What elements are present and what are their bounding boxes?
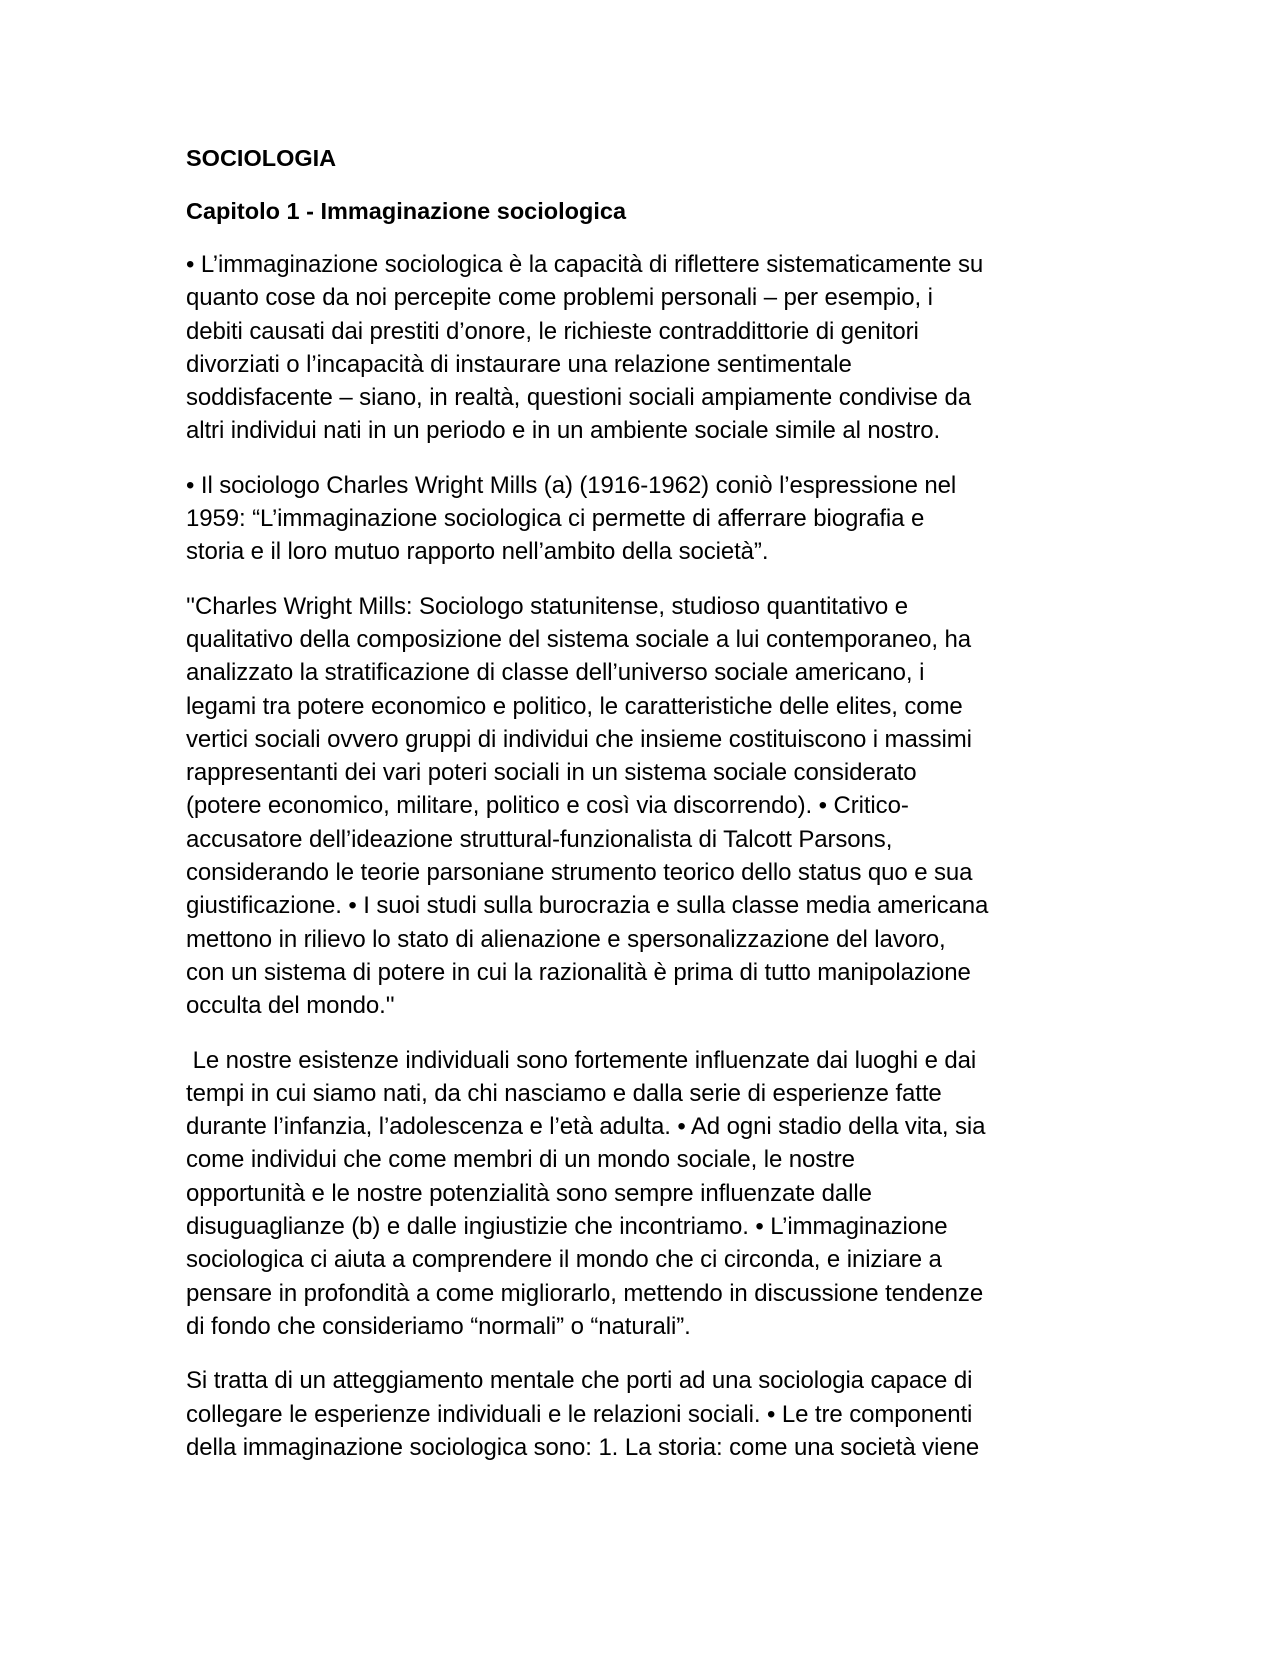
- paragraph-line: mettono in rilievo lo stato di alienazione e spersonalizzazione del lavoro,: [186, 925, 946, 953]
- paragraph-line: divorziati o l’incapacità di instaurare una relazione sentimentale: [186, 350, 852, 378]
- document-title: SOCIOLOGIA: [186, 145, 337, 171]
- paragraph-line: • L’immaginazione sociologica è la capacità di riflettere sistematicamente su: [186, 251, 984, 278]
- chapter-title: Capitolo 1 - Immaginazione sociologica: [186, 198, 627, 224]
- paragraph-line: quanto cose da noi percepite come problemi personali – per esempio, i: [186, 284, 933, 312]
- paragraph-line: Si tratta di un atteggiamento mentale che porti ad una sociologia capace di: [186, 1367, 973, 1395]
- paragraph-line: vertici sociali ovvero gruppi di individui che insieme costituiscono i massimi: [186, 725, 972, 753]
- paragraph: [186, 1364, 1106, 1464]
- paragraph-line: (potere economico, militare, politico e così via discorrendo). • Critico-: [186, 792, 909, 820]
- paragraph-line: • Il sociologo Charles Wright Mills (a) (1916-1962) coniò l’espressione nel: [186, 471, 957, 499]
- paragraph: [186, 590, 1106, 1023]
- paragraph-line: opportunità e le nostre potenzialità sono sempre influenzate dalle: [186, 1179, 872, 1207]
- paragraph: [186, 469, 1106, 569]
- document-page: [186, 142, 1106, 1485]
- paragraph-line: soddisfacente – siano, in realtà, questioni sociali ampiamente condivise da: [186, 384, 971, 412]
- paragraph-line: altri individui nati in un periodo e in un ambiente sociale simile al nostro.: [186, 417, 941, 445]
- paragraph: [186, 1044, 1106, 1344]
- paragraph-line: legami tra potere economico e politico, le caratteristiche delle elites, come: [186, 692, 963, 720]
- paragraph-line: giustificazione. • I suoi studi sulla burocrazia e sulla classe media americana: [186, 892, 989, 920]
- paragraph-line: tempi in cui siamo nati, da chi nasciamo e dalla serie di esperienze fatte: [186, 1079, 942, 1107]
- paragraph-line: analizzato la stratificazione di classe dell’universo sociale americano, i: [186, 659, 925, 687]
- paragraph-line: Le nostre esistenze individuali sono fortemente influenzate dai luoghi e dai: [186, 1046, 977, 1074]
- paragraph-line: debiti causati dai prestiti d’onore, le richieste contraddittorie di genitori: [186, 317, 919, 345]
- paragraph-line: durante l’infanzia, l’adolescenza e l’età adulta. • Ad ogni stadio della vita, sia: [186, 1113, 986, 1141]
- paragraph-line: considerando le teorie parsoniane strumento teorico dello status quo e sua: [186, 859, 973, 887]
- paragraph-line: sociologica ci aiuta a comprendere il mondo che ci circonda, e iniziare a: [186, 1246, 942, 1274]
- paragraph-line: qualitativo della composizione del sistema sociale a lui contemporaneo, ha: [186, 625, 972, 653]
- paragraph-line: disuguaglianze (b) e dalle ingiustizie che incontriamo. • L’immaginazione: [186, 1213, 948, 1241]
- paragraph-line: pensare in profondità a come migliorarlo, mettendo in discussione tendenze: [186, 1279, 984, 1307]
- paragraph-line: collegare le esperienze individuali e le relazioni sociali. • Le tre componenti: [186, 1400, 973, 1428]
- paragraph-line: con un sistema di potere in cui la razionalità è prima di tutto manipolazione: [186, 958, 971, 986]
- paragraph-line: storia e il loro mutuo rapporto nell’ambito della società”.: [186, 538, 769, 566]
- paragraph-line: di fondo che consideriamo “normali” o “naturali”.: [186, 1312, 691, 1340]
- paragraph-line: ''Charles Wright Mills: Sociologo statunitense, studioso quantitativo e: [186, 592, 908, 620]
- document-body: [186, 248, 1106, 1464]
- paragraph-line: come individui che come membri di un mondo sociale, le nostre: [186, 1146, 855, 1174]
- paragraph-line: della immaginazione sociologica sono: 1. La storia: come una società viene: [186, 1433, 980, 1461]
- paragraph-line: accusatore dell’ideazione struttural-funzionalista di Talcott Parsons,: [186, 825, 893, 853]
- paragraph-line: occulta del mondo.'': [186, 992, 395, 1020]
- paragraph-line: 1959: “L’immaginazione sociologica ci permette di afferrare biografia e: [186, 505, 925, 533]
- paragraph: [186, 248, 1106, 448]
- paragraph-line: rappresentanti dei vari poteri sociali in un sistema sociale considerato: [186, 759, 917, 787]
